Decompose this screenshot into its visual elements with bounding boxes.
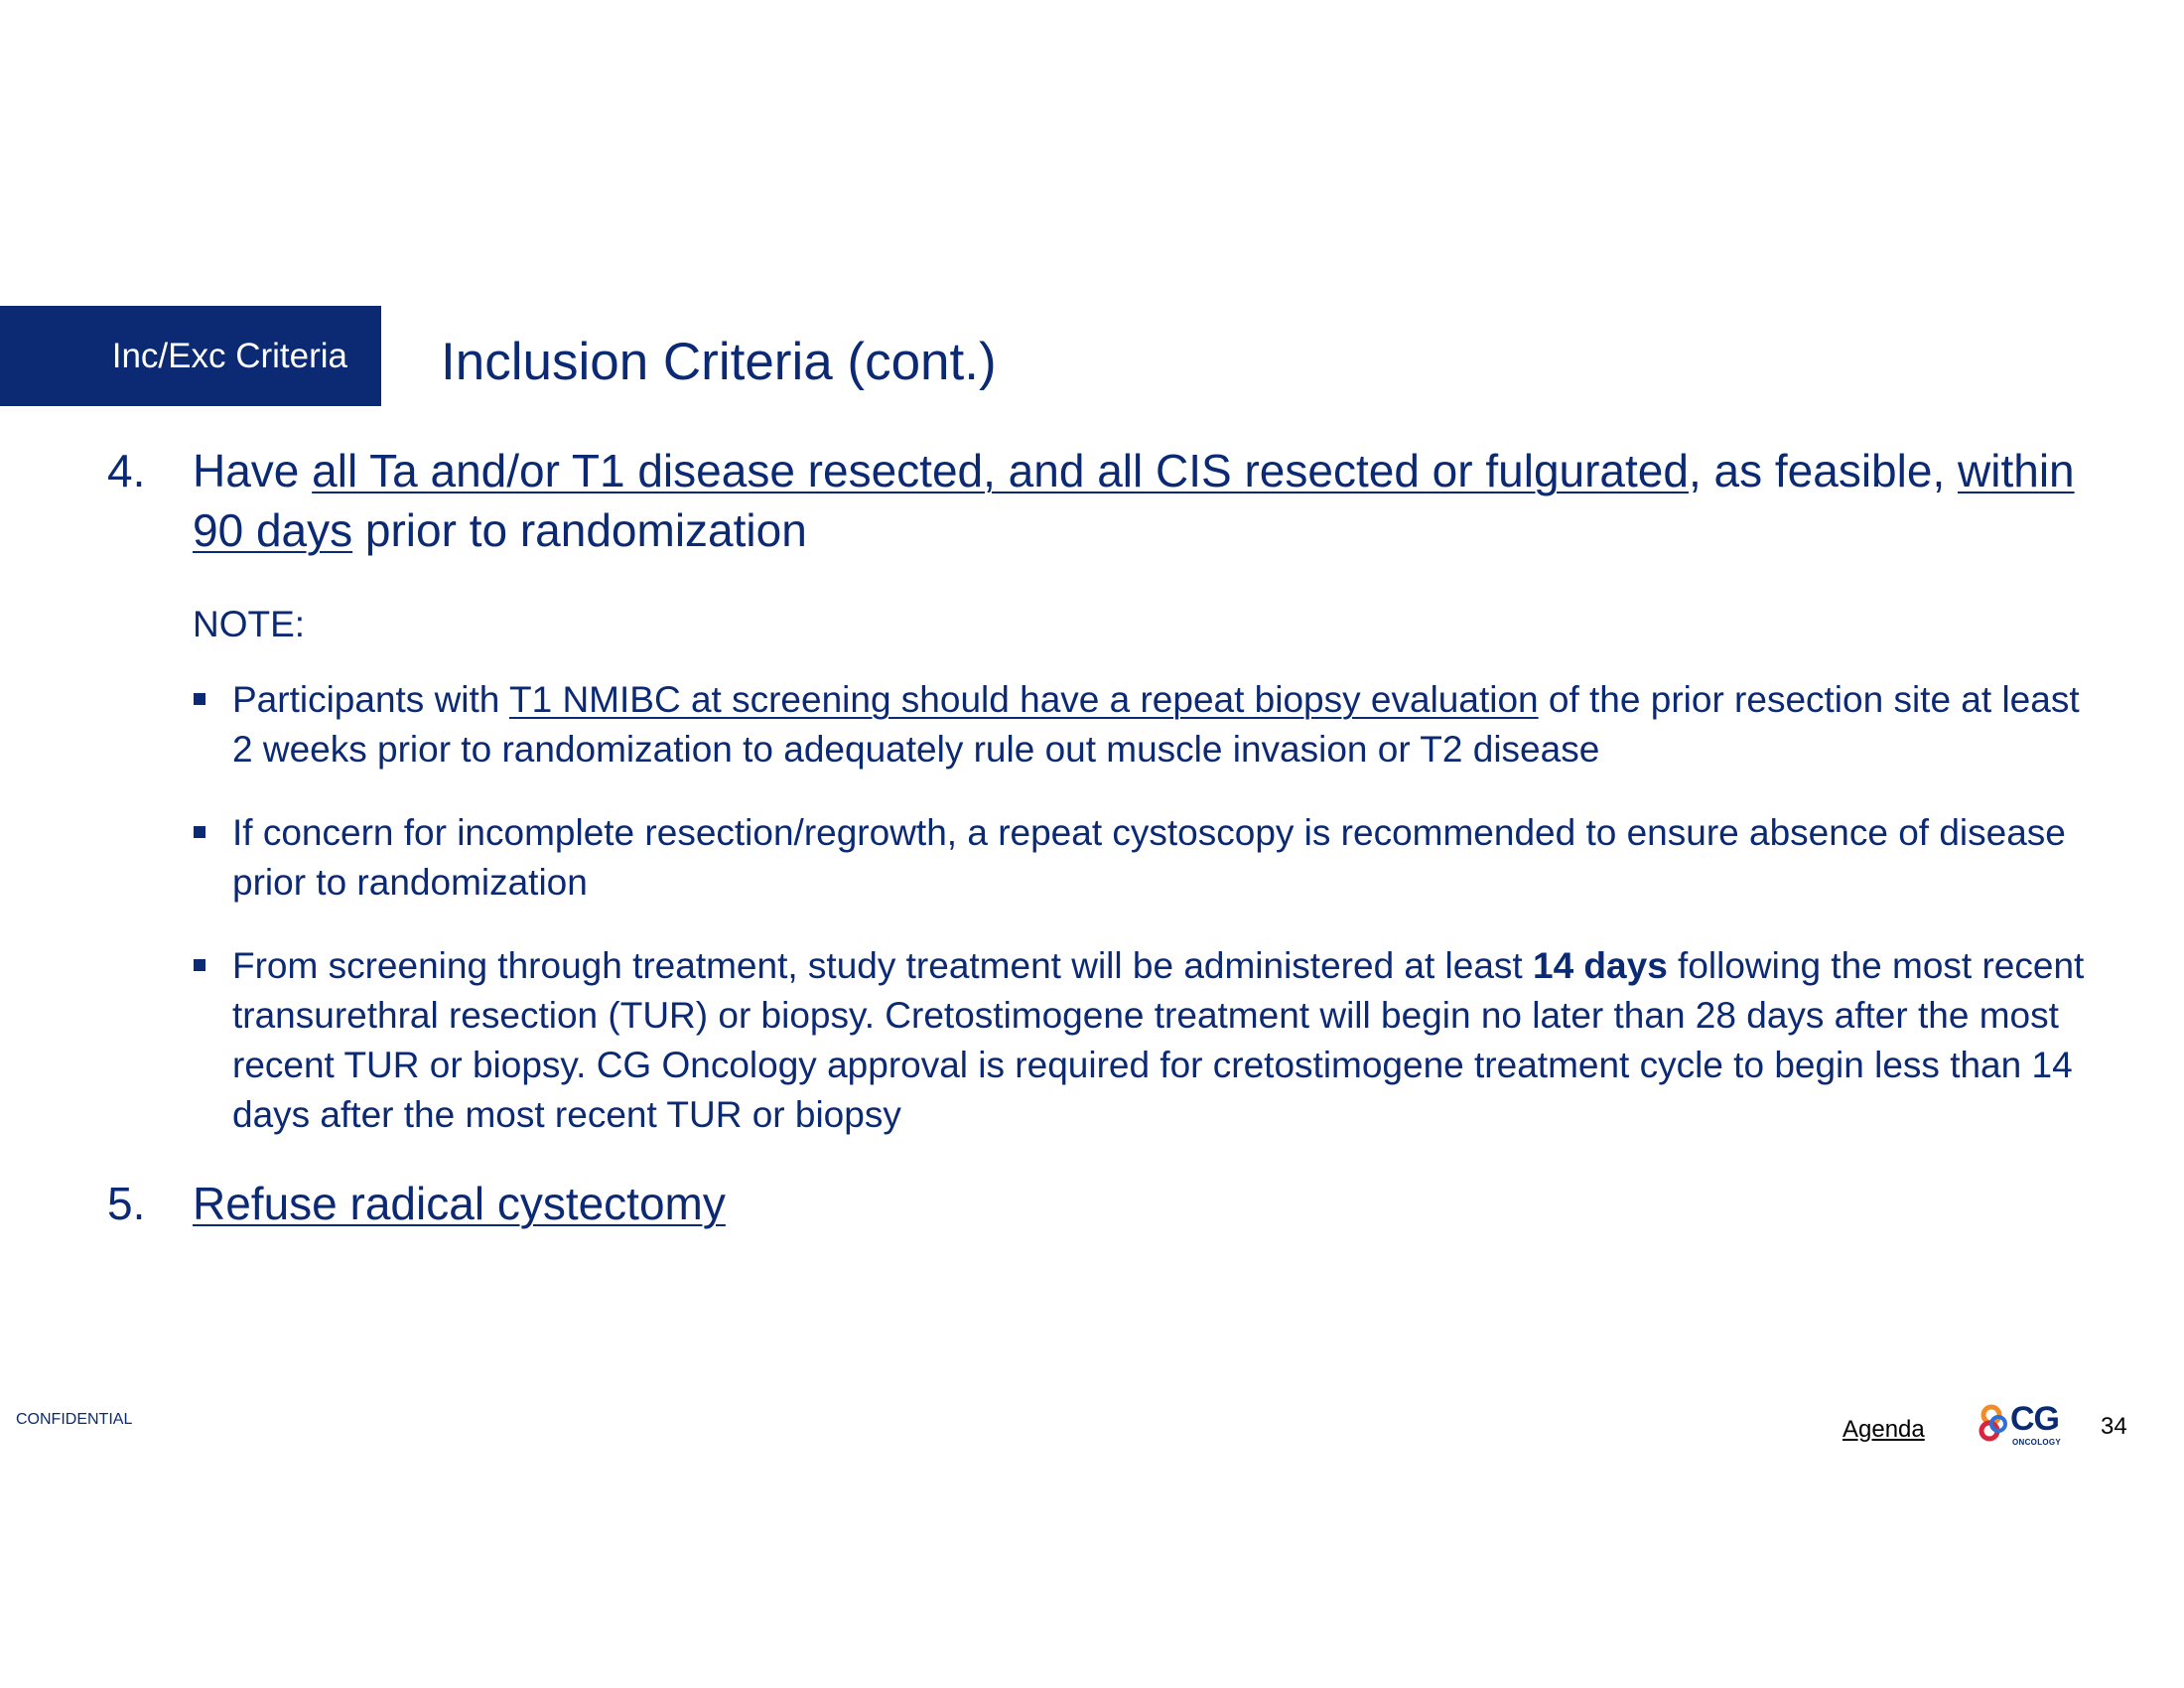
- logo-text: CG: [2010, 1400, 2059, 1438]
- criterion-underlined-text: Refuse radical cystectomy: [193, 1178, 726, 1229]
- logo-subtext: ONCOLOGY: [2012, 1438, 2062, 1447]
- cg-oncology-logo: [1979, 1400, 2078, 1450]
- bullet-underlined-text: T1 NMIBC at screening should have a repeat biopsy evaluation: [509, 679, 1539, 720]
- agenda-link[interactable]: Agenda: [1843, 1416, 1925, 1443]
- criterion-underlined-text: within 90 days: [193, 445, 2075, 556]
- criterion-number: 5.: [107, 1178, 146, 1229]
- criterion-text-part: prior to randomization: [352, 504, 807, 556]
- list-item: [193, 941, 2103, 1140]
- square-bullet-icon: [193, 808, 232, 908]
- bullet-text: [232, 675, 2103, 774]
- square-bullet-icon: [193, 675, 232, 774]
- bullet-text: [232, 941, 2103, 1140]
- page-number: 34: [2101, 1413, 2127, 1440]
- bullet-text-part: of the prior resection site at least 2 weeks prior to randomization to adequately rule out muscle invasion or T2 disease: [232, 679, 2080, 770]
- criterion-text-part: Have: [193, 445, 313, 496]
- criterion-text: [193, 1174, 2103, 1233]
- page-title: Inclusion Criteria (cont.): [441, 333, 997, 391]
- note-label: NOTE:: [193, 604, 306, 644]
- criterion-text-part: , as feasible,: [1688, 445, 1959, 496]
- cg-logo-mark-icon: [1979, 1404, 2012, 1448]
- list-item: [193, 808, 2103, 908]
- criterion-number: 4.: [107, 445, 146, 496]
- criterion-underlined-text: all Ta and/or T1 disease resected, and all CIS resected or fulgurated: [312, 445, 1689, 496]
- slide-content: [107, 441, 2103, 1233]
- criterion-4: [107, 441, 2103, 560]
- bullet-text: If concern for incomplete resection/regrowth, a repeat cystoscopy is recommended to ensure absence of disease prior to randomization: [232, 812, 2066, 903]
- criterion-5: [107, 1174, 2103, 1233]
- bullet-text-part: Participants with: [232, 679, 509, 720]
- list-item: [193, 675, 2103, 774]
- bullet-bold-text: 14 days: [1533, 945, 1668, 986]
- criterion-text: [193, 441, 2103, 560]
- square-bullet-icon: [193, 941, 232, 1140]
- confidential-label: CONFIDENTIAL: [16, 1411, 133, 1428]
- note-bullet-list: [193, 675, 2103, 1140]
- section-tab: [0, 306, 381, 406]
- bullet-text-part: From screening through treatment, study treatment will be administered at least: [232, 945, 1533, 986]
- bullet-text-part: following the most recent transurethral resection (TUR) or biopsy. Cretostimogene treatment will begin no later than 28 days after the most recent TUR or biopsy. CG Oncology approval is required for cretostimogene treatment cycle to begin less than 14 days after the most recent TUR or biopsy: [232, 945, 2085, 1135]
- section-tab-label: Inc/Exc Criteria: [111, 336, 347, 375]
